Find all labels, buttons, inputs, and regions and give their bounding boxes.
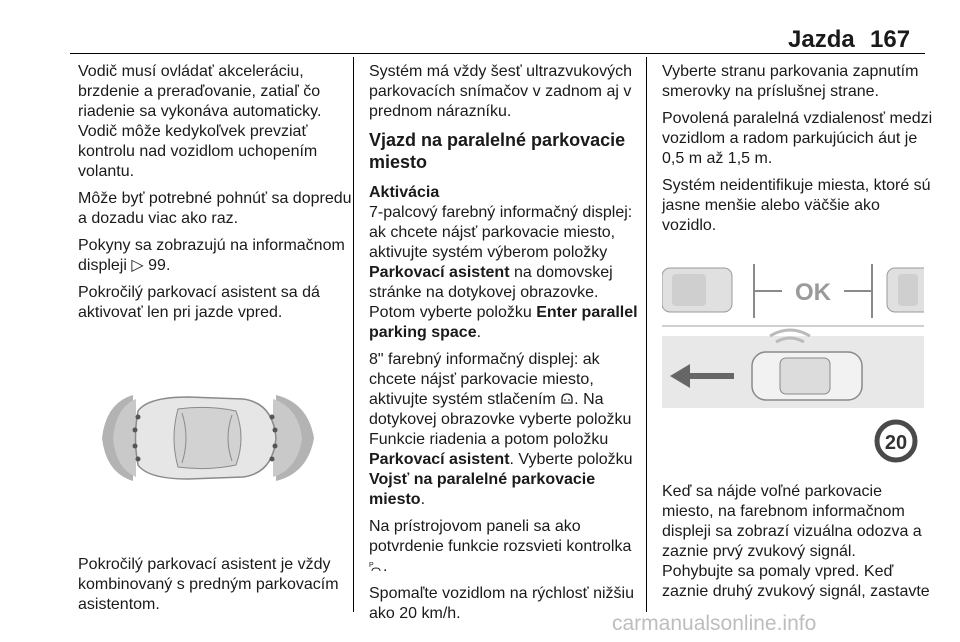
header-rule — [70, 53, 925, 54]
menu-term: Parkovací asistent — [369, 451, 510, 468]
page-reference-number: 99. — [148, 257, 171, 274]
paragraph-text: . — [420, 491, 426, 508]
paragraph-text: 7-palcový farebný informačný displej: ak chcete nájsť parkovacie miesto, aktivujte systém výberom položky — [369, 204, 633, 261]
column-1 — [78, 62, 353, 622]
paragraph: Vyberte stranu parkovania zapnutím smerovky na príslušnej strane. — [662, 63, 919, 100]
parking-sensors-illustration — [78, 333, 340, 543]
paragraph: Môže byť potrebné pohnúť sa dopredu a dozadu viac ako raz. — [78, 190, 352, 227]
paragraph-text: na domovskej stránke na dotykovej obrazovke. Potom vyberte položku — [369, 264, 613, 321]
arrow-reference-icon: ▷ — [131, 257, 144, 274]
paragraph — [78, 236, 353, 276]
paragraph-text: . — [476, 324, 482, 341]
page-header-section: Jazda — [788, 26, 855, 53]
paragraph: Pokročilý parkovací asistent sa dá aktivovať len pri jazde vpred. — [78, 284, 320, 321]
column-3 — [662, 62, 937, 609]
menu-term: Parkovací asistent — [369, 264, 510, 281]
page-number: 167 — [870, 26, 911, 53]
ok-label: OK — [795, 279, 831, 306]
parking-indicator-icon — [369, 560, 383, 572]
paragraph-text: . Na dotykovej obrazovke vyberte položku Funkcie riadenia a potom položku — [369, 391, 632, 448]
column-2 — [369, 62, 644, 631]
paragraph-text: . — [383, 558, 388, 575]
paragraph-text: Pokyny sa zobrazujú na informačnom displeji — [78, 237, 345, 274]
paragraph: Pohybujte sa pomaly vpred. Keď zaznie druhý zvukový signál, zastavte — [662, 563, 930, 600]
parking-assist-button-icon — [560, 393, 574, 405]
column-divider-2 — [646, 57, 647, 612]
subheading: Aktivácia — [369, 184, 440, 201]
paragraph-text: Na prístrojovom paneli sa ako potvrdenie funkcie rozsvieti kontrolka — [369, 518, 632, 555]
svg-text:P: P — [369, 562, 374, 569]
paragraph: Spomaľte vozidlom na rýchlosť nižšiu ako 20 km/h. — [369, 585, 634, 622]
paragraph: Keď sa nájde voľné parkovacie miesto, na farebnom informačnom displeji sa zobrazí vizuálna odozva a zaznie prvý zvukový signál. — [662, 483, 922, 560]
parallel-parking-illustration — [662, 258, 924, 470]
menu-term: Vojsť na paralelné parkovacie miesto — [369, 471, 596, 508]
watermark: carmanualsonline.info — [612, 612, 817, 635]
paragraph: Pokročilý parkovací asistent je vždy kombinovaný s predným parkovacím asistentom. — [78, 556, 339, 613]
section-heading: Vjazd na paralelné parkovacie miesto — [369, 130, 626, 172]
paragraph — [369, 203, 644, 343]
page-reference-link[interactable] — [131, 257, 170, 274]
paragraph: Vodič musí ovládať akceleráciu, brzdenie a preraďovanie, zatiaľ čo riadenie sa vykonáva automaticky. Vodič môže kedykoľvek prevziať kontrolu nad vozidlom uchopením volantu. — [78, 63, 322, 180]
paragraph: Systém má vždy šesť ultrazvukových parkovacích snímačov v zadnom aj v prednom nárazníku. — [369, 63, 632, 120]
paragraph: Systém neidentifikuje miesta, ktoré sú jasne menšie alebo väčšie ako vozidlo. — [662, 177, 931, 234]
paragraph — [369, 517, 644, 577]
column-divider-1 — [353, 57, 354, 612]
paragraph-text: 8" farebný informačný displej: ak chcete nájsť parkovacie miesto, aktivujte systém stlačením — [369, 351, 600, 408]
paragraph — [369, 350, 644, 510]
paragraph: Povolená paralelná vzdialenosť medzi vozidlom a radom parkujúcich áut je 0,5 m až 1,5 m. — [662, 110, 933, 167]
paragraph-text: . Vyberte položku — [509, 451, 633, 468]
speed-limit-sign-value: 20 — [884, 432, 908, 454]
menu-term: Enter parallel parking space — [369, 304, 638, 341]
